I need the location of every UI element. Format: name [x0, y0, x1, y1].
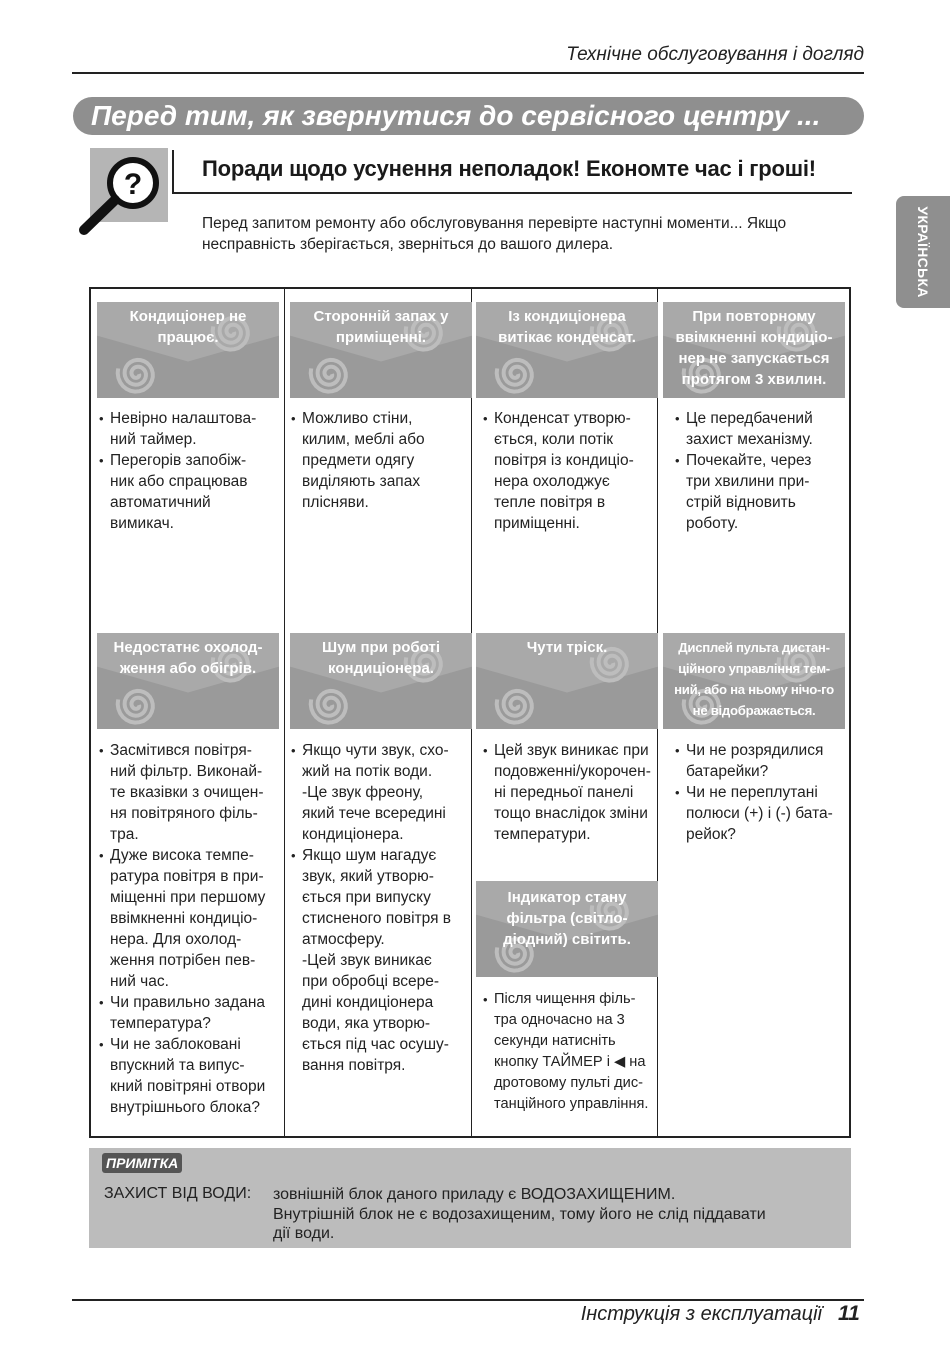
note-text: зовнішній блок даного приладу є ВОДОЗАХИЩЕНИМ. Внутрішній блок не є водозахищеним, тому його не слід піддавати дії води. — [273, 1186, 766, 1242]
card-restart-delay — [663, 302, 845, 398]
grid-column-divider — [284, 287, 285, 1138]
card-title: Чути тріск. — [526, 639, 608, 656]
card-title: При повторному ввімкненні кондиціо-нер не запускається протягом 3 хвилин. — [675, 308, 833, 388]
magnifier-question-icon — [76, 150, 172, 238]
list-item: • Чи не розрядилися батарейки? — [675, 740, 847, 782]
card-title: Індикатор стану фільтра (світло-діодний) світить. — [503, 889, 631, 948]
list-item: • Якщо шум нагадує звук, який утворю- ється при випуску стисненого повітря в атмосферу. — [291, 845, 469, 950]
card-body-filter-indicator — [483, 989, 659, 1115]
list-item: • Можливо стіни, килим, меблі або предмети одягу виділяють запах плісняви. — [291, 408, 469, 513]
list-item: • Засмітився повітря- ний фільтр. Виконай- те вказівки з очищен- ня повітряного філь- тра. — [99, 740, 281, 845]
list-item: • Після чищення філь- тра одночасно на 3 секунди натисніть кнопку ТАЙМЕР і ◀ на дротовому пульті дис- танційного управління. — [483, 989, 659, 1115]
svg-text:?: ? — [123, 168, 143, 201]
card-body-odor — [291, 408, 469, 513]
footer-title: Інструкція з експлуатації — [580, 1303, 822, 1325]
card-body-restart-delay — [675, 408, 847, 534]
card-crackling — [476, 633, 658, 729]
list-item: -Цей звук виникає при обробці всере- дині кондиціонера води, яка утворю- ється під час осушу- вання повітря. — [302, 952, 449, 1074]
list-item: • Чи не заблоковані впускний та випус- кний повітряні отвори внутрішнього блока? — [99, 1034, 281, 1118]
card-body-condensate — [483, 408, 655, 534]
header-divider — [72, 72, 864, 74]
card-filter-indicator — [476, 881, 658, 977]
section-title: Технічне обслуговування і догляд — [566, 44, 864, 65]
list-item: • Цей звук виникає при подовженні/укорочен- ні передньої панелі тощо внаслідок зміни температури. — [483, 740, 655, 845]
card-body-remote-display — [675, 740, 847, 845]
card-title: Сторонній запах у приміщенні. — [313, 308, 449, 346]
list-item: • Конденсат утворю- ється, коли потік повітря із кондиціо- нера охолоджує тепле повітря в приміщенні. — [483, 408, 655, 534]
note-label: ЗАХИСТ ВІД ВОДИ: — [104, 1185, 252, 1202]
language-tab-label: УКРАЇНСЬКА — [915, 206, 931, 298]
card-title: Кондиціонер не працює. — [129, 308, 247, 346]
card-not-working — [97, 302, 279, 398]
card-odor — [290, 302, 472, 398]
card-title: Шум при роботі кондиціонера. — [322, 639, 440, 677]
card-title: Недостатнє охолод-ження або обігрів. — [113, 639, 263, 677]
card-noise — [290, 633, 472, 729]
note-badge: ПРИМІТКА — [102, 1153, 182, 1173]
list-item: • Це передбачений захист механізму. — [675, 408, 847, 450]
card-title: Із кондиціонера витікає конденсат. — [498, 308, 636, 346]
tips-divider — [172, 192, 852, 194]
card-insufficient-cooling — [97, 633, 279, 729]
card-title: Дисплей пульта дистан-ційного управління тем-ний, або на ньому нічо-го не відображається. — [674, 640, 834, 718]
list-item: • Перегорів запобіж- ник або спрацював автоматичний вимикач. — [99, 450, 277, 534]
card-body-noise — [291, 740, 469, 1076]
list-item: -Це звук фреону, який тече всередині кондиціонера. — [302, 784, 446, 843]
list-item: • Чи правильно задана температура? — [99, 992, 281, 1034]
intro-text: Перед запитом ремонту або обслуговування перевірте наступні моменти... Якщо несправність зберігається, зверніться до вашого дилера. — [202, 215, 787, 253]
list-item: • Чи не переплутані полюси (+) і (-) бата- рейок? — [675, 782, 847, 845]
card-body-not-working — [99, 408, 277, 534]
list-item: • Дуже висока темпе- ратура повітря в при- міщенні при першому ввімкненні кондиціо- нера. Для охолод- ження потрібен пев- ний час. — [99, 845, 281, 992]
list-item: • Невірно налаштова- ний таймер. — [99, 408, 277, 450]
card-body-crackling — [483, 740, 655, 845]
tips-vertical-rule — [172, 150, 174, 194]
footer-divider — [72, 1299, 864, 1301]
list-item: • Почекайте, через три хвилини при- стрій відновить роботу. — [675, 450, 847, 534]
list-item: • Якщо чути звук, схо- жий на потік води. — [291, 740, 469, 782]
card-condensate — [476, 302, 658, 398]
page-number: 11 — [838, 1302, 860, 1325]
language-tab — [896, 196, 950, 308]
card-body-insufficient-cooling — [99, 740, 281, 1118]
tips-title: Поради щодо усунення неполадок! Економте час і гроші! — [202, 156, 816, 181]
page-banner: Перед тим, як звернутися до сервісного центру ... — [73, 97, 864, 135]
card-remote-display — [663, 633, 845, 729]
